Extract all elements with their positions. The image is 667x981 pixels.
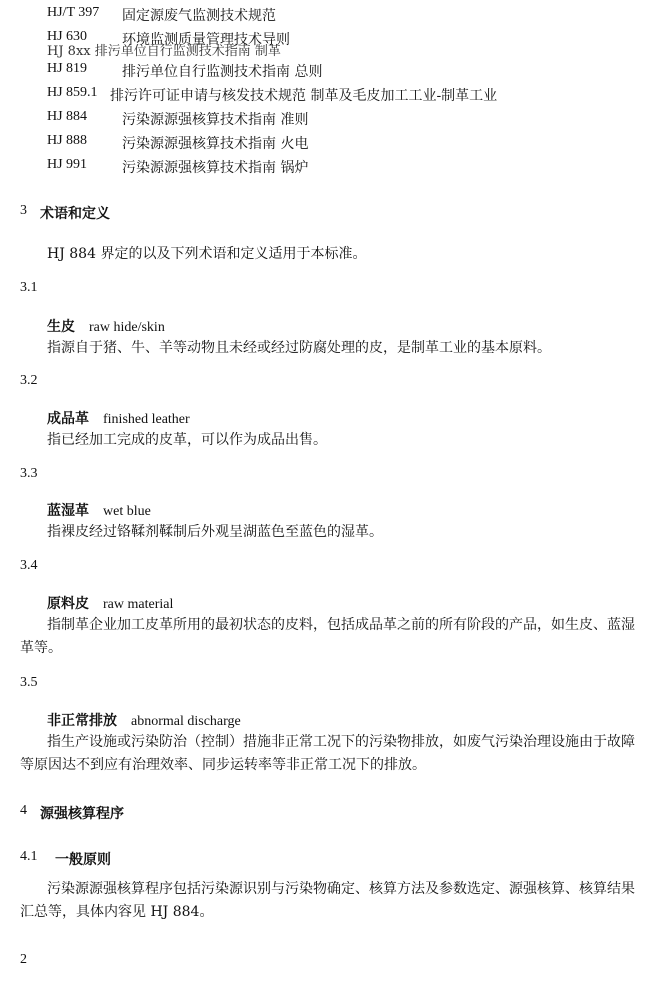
term-definition: 指生产设施或污染防治（控制）措施非正常工况下的污染物排放，如废气污染治理设施由于故障等原因达不到应有治理效率、同步运转率等非正常工况下的排放。 [20, 734, 635, 773]
reference-code: HJ 884 [47, 109, 88, 124]
term-heading [47, 408, 190, 428]
term-english: raw material [103, 597, 174, 612]
reference-title: 环境监测质量管理技术导则 [122, 32, 290, 48]
term-definition: 指源自于猪、牛、羊等动物且未经或经过防腐处理的皮，是制革工业的基本原料。 [47, 340, 551, 356]
term-english: finished leather [103, 412, 190, 427]
subsection-title: 一般原则 [55, 852, 111, 868]
term-number: 3.4 [20, 558, 38, 573]
term-chinese: 生皮 [47, 319, 75, 335]
term-definition: 指已经加工完成的皮革，可以作为成品出售。 [47, 432, 327, 448]
section-intro: HJ 884 界定的以及下列术语和定义适用于本标准。 [47, 246, 367, 262]
reference-code: HJ 630 [47, 29, 88, 44]
term-chinese: 非正常排放 [47, 713, 117, 729]
section-number: 4 [20, 803, 27, 818]
term-english: raw hide/skin [89, 320, 165, 335]
reference-title: 污染源源强核算技术指南 锅炉 [122, 160, 309, 176]
subsection-body: 污染源源强核算程序包括污染源识别与污染物确定、核算方法及参数选定、源强核算、核算结果汇总等，具体内容见 HJ 884。 [20, 881, 635, 920]
reference-title: 排污许可证申请与核发技术规范 制革及毛皮加工工业-制革工业 [110, 88, 498, 104]
reference-title: 污染源源强核算技术指南 火电 [122, 136, 309, 152]
term-number: 3.3 [20, 466, 38, 481]
reference-code: HJ 888 [47, 133, 88, 148]
reference-code: HJ 991 [47, 157, 88, 172]
term-heading [47, 593, 173, 613]
subsection-number: 4.1 [20, 849, 38, 864]
term-chinese: 蓝湿革 [47, 503, 89, 519]
reference-title: 污染源源强核算技术指南 准则 [122, 112, 309, 128]
term-number: 3.1 [20, 280, 38, 295]
term-heading [47, 710, 241, 730]
term-definition: 指制革企业加工皮革所用的最初状态的皮料，包括成品革之前的所有阶段的产品，如生皮、蓝湿革等。 [20, 617, 635, 656]
cut-off-text-line: HJ 8xx 排污单位自行监测技术指南 制革 [47, 44, 281, 59]
section-title: 源强核算程序 [40, 806, 124, 822]
term-english: abnormal discharge [131, 714, 241, 729]
section-title: 术语和定义 [40, 206, 110, 222]
page-number: 2 [20, 952, 27, 967]
reference-title: 排污单位自行监测技术指南 总则 [122, 64, 323, 80]
term-heading [47, 500, 151, 520]
section-number: 3 [20, 203, 27, 218]
term-english: wet blue [103, 504, 151, 519]
reference-code: HJ 819 [47, 61, 88, 76]
reference-code: HJ/T 397 [47, 5, 100, 20]
term-definition: 指裸皮经过铬鞣剂鞣制后外观呈湖蓝色至蓝色的湿革。 [47, 524, 383, 540]
term-chinese: 原料皮 [47, 596, 89, 612]
term-chinese: 成品革 [47, 411, 89, 427]
term-number: 3.5 [20, 675, 38, 690]
term-heading [47, 316, 165, 336]
term-number: 3.2 [20, 373, 38, 388]
reference-code: HJ 859.1 [47, 85, 98, 100]
reference-title: 固定源废气监测技术规范 [122, 8, 276, 24]
